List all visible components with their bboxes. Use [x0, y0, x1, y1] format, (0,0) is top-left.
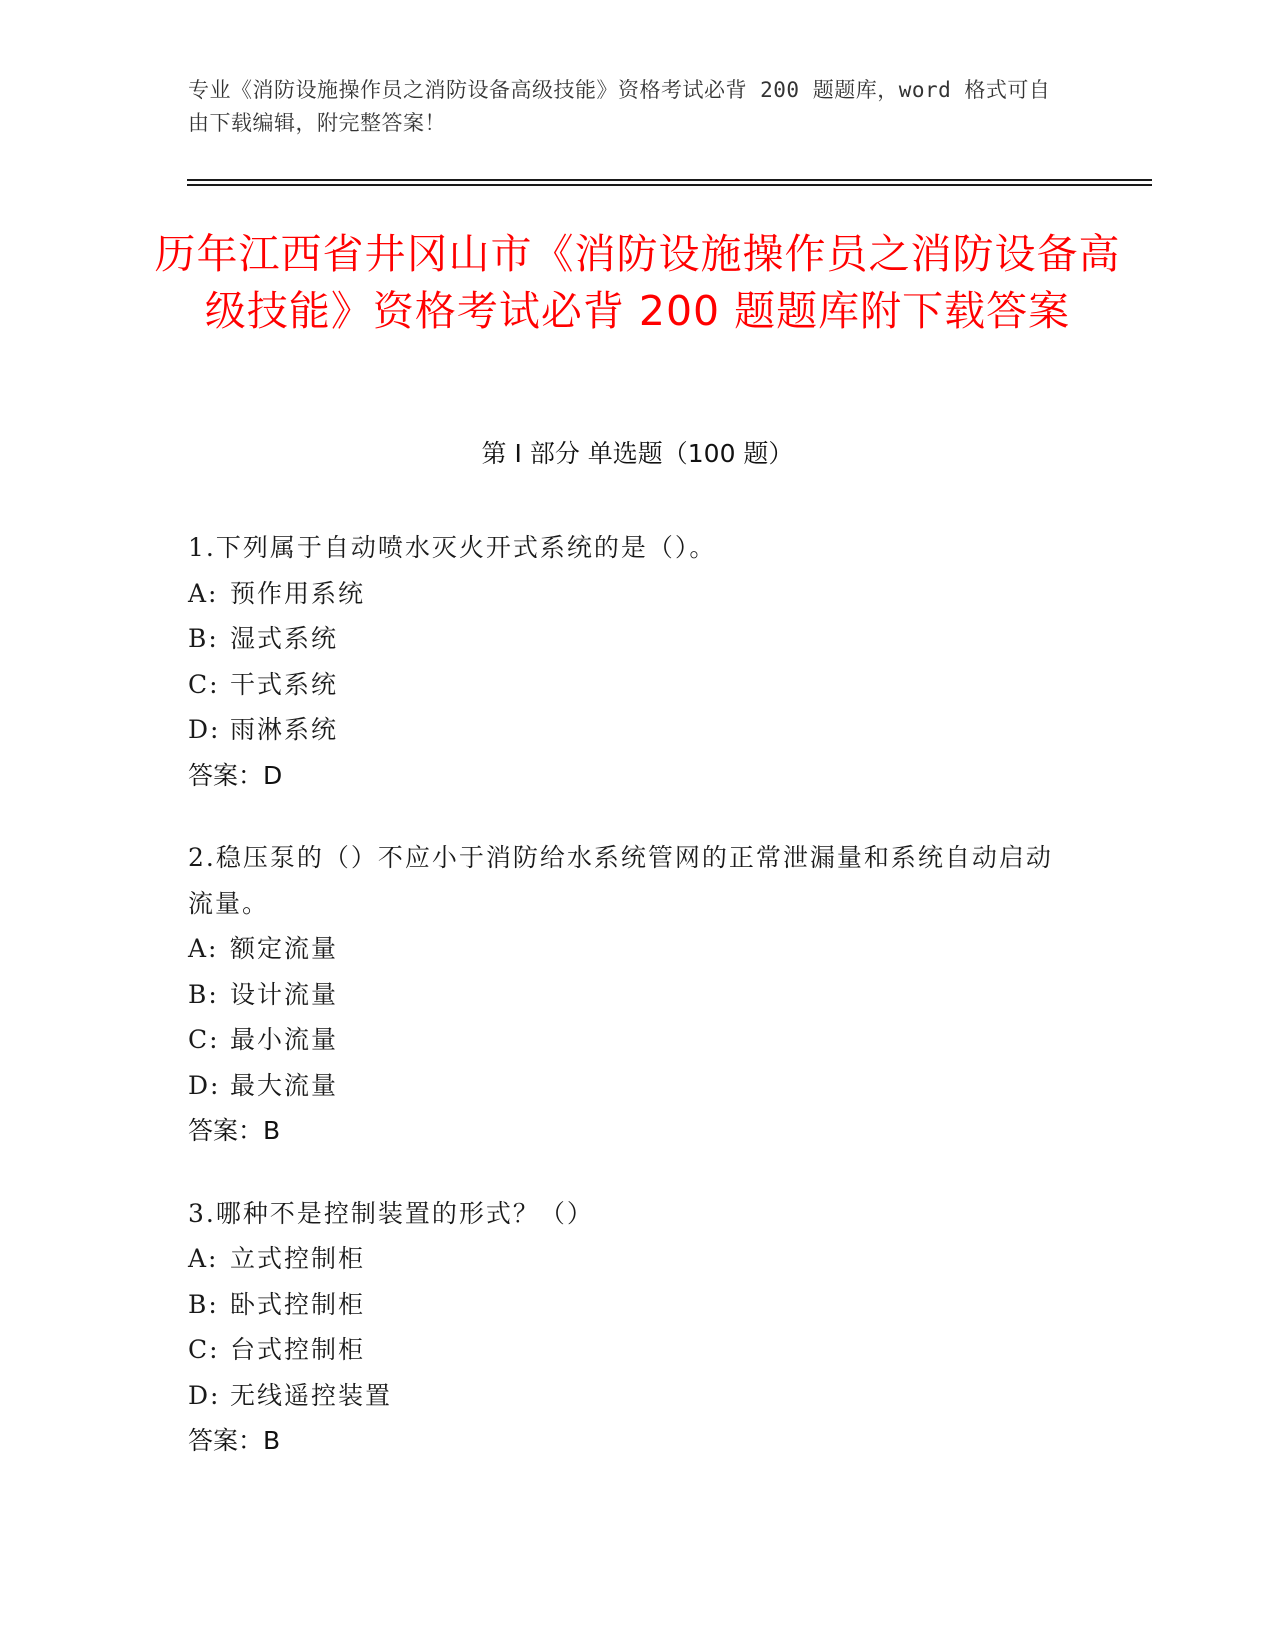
answer-line: 答案：B [188, 1426, 281, 1455]
option-d [188, 707, 1068, 753]
option-key: C: [188, 1335, 220, 1364]
option-c [188, 662, 1068, 708]
option-key: D: [188, 1380, 221, 1410]
option-d [188, 1373, 1068, 1419]
header-note: 专业《消防设施操作员之消防设备高级技能》资格考试必背 200 题题库，word 格式可自由下载编辑，附完整答案！ [188, 78, 1051, 135]
answer-line: 答案：B [188, 1116, 281, 1145]
option-key: D: [188, 715, 221, 744]
option-key: A: [188, 578, 219, 608]
option-key: C: [188, 669, 220, 699]
option-c [188, 1017, 1068, 1063]
option-text: 立式控制柜 [230, 1244, 366, 1273]
option-d [188, 1063, 1068, 1109]
option-key: A: [188, 1244, 219, 1273]
option-a [188, 1236, 1068, 1282]
option-text: 设计流量 [230, 979, 339, 1009]
option-key: B: [188, 1289, 219, 1319]
question-text: 2.稳压泵的（）不应小于消防给水系统管网的正常泄漏量和系统自动启动流量。 [188, 843, 1053, 918]
option-text: 卧式控制柜 [230, 1289, 366, 1319]
section-heading: 第 I 部分 单选题（100 题） [481, 439, 794, 468]
option-b [188, 972, 1068, 1018]
option-a [188, 926, 1068, 972]
option-text: 最小流量 [230, 1025, 339, 1054]
option-text: 台式控制柜 [230, 1335, 366, 1364]
option-text: 无线遥控装置 [230, 1380, 393, 1410]
option-text: 干式系统 [230, 669, 339, 699]
option-a [188, 571, 1068, 617]
question-text: 1.下列属于自动喷水灭火开式系统的是（）。 [188, 533, 717, 562]
option-key: A: [188, 934, 219, 963]
option-text: 额定流量 [230, 934, 339, 963]
option-b [188, 616, 1068, 662]
option-key: C: [188, 1025, 220, 1054]
question-list [188, 525, 1068, 1501]
option-text: 湿式系统 [230, 624, 339, 653]
option-c [188, 1327, 1068, 1373]
header-divider-thick [187, 184, 1152, 186]
option-text: 最大流量 [230, 1070, 339, 1100]
question-3 [188, 1191, 1068, 1464]
question-text: 3.哪种不是控制装置的形式？（） [188, 1198, 594, 1228]
answer-line: 答案：D [188, 760, 283, 790]
document-title: 历年江西省井冈山市《消防设施操作员之消防设备高级技能》资格考试必背 200 题题库附下载答案 [154, 230, 1121, 335]
option-b [188, 1282, 1068, 1328]
question-1 [188, 525, 1068, 798]
question-2 [188, 835, 1068, 1154]
option-key: D: [188, 1070, 221, 1100]
option-key: B: [188, 979, 219, 1009]
option-text: 雨淋系统 [230, 715, 339, 744]
option-text: 预作用系统 [230, 578, 366, 608]
option-key: B: [188, 624, 219, 653]
header-divider-thin [187, 179, 1152, 181]
